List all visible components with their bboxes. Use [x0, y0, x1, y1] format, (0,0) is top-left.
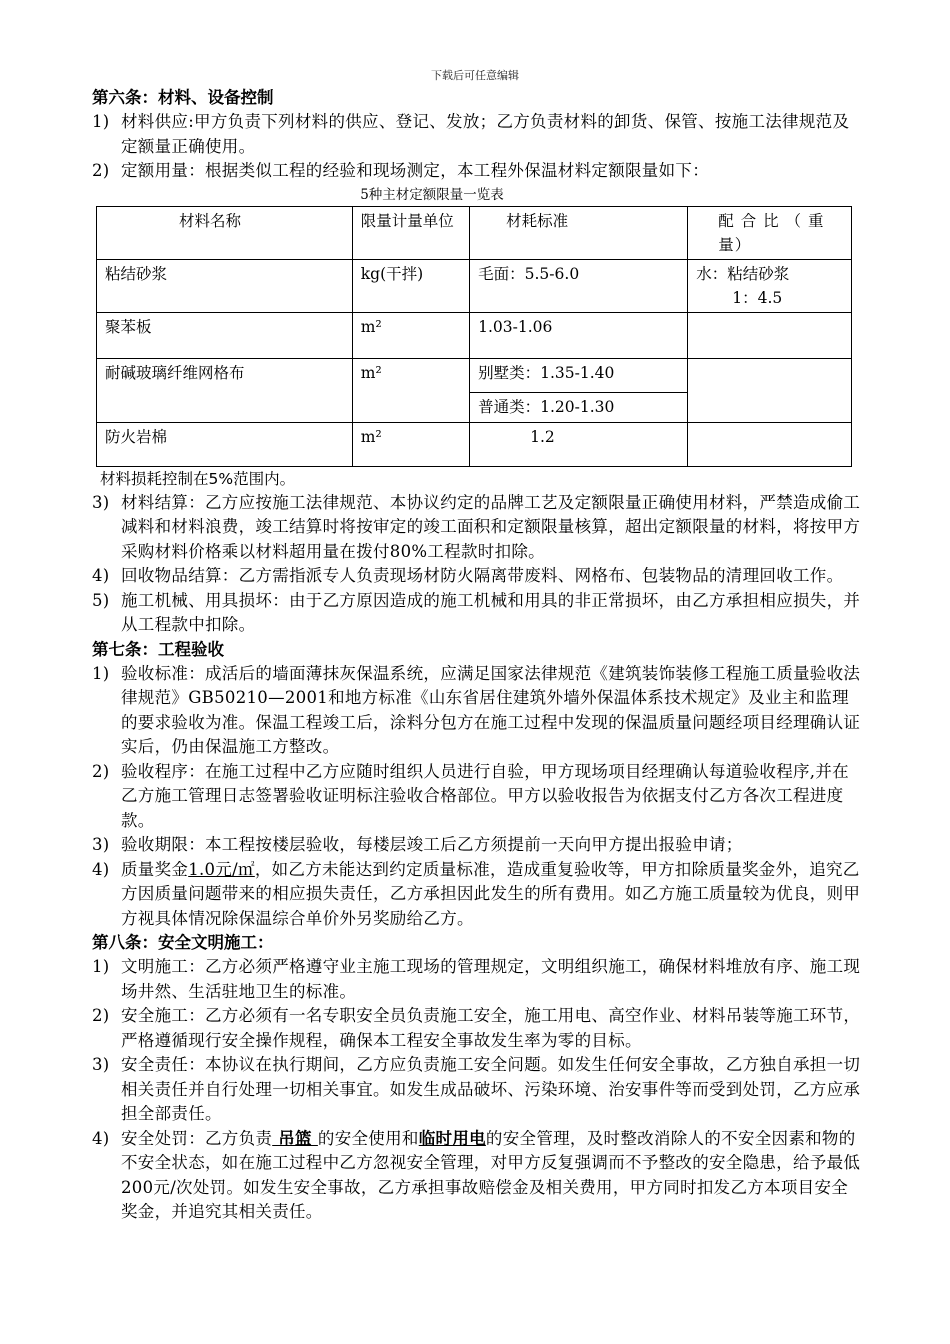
- s8-item-4: [92, 1127, 862, 1225]
- table-row: [97, 259, 852, 312]
- section-6-title: 第六条：材料、设备控制: [92, 88, 274, 107]
- item-text: 验收期限：本工程按楼层验收，每楼层竣工后乙方须提前一天向甲方提出报验申请；: [121, 835, 743, 854]
- item-text-pre: 质量奖金: [121, 859, 189, 879]
- s7-item-2: [92, 760, 862, 834]
- item-number: 3): [92, 835, 110, 854]
- col-header-standard: 材耗标准: [470, 206, 688, 259]
- item-text: 回收物品结算：乙方需指派专人负责现场材防火隔离带废料、网格布、包装物品的清理回收工作。: [121, 566, 844, 585]
- cell-standard: 1.2: [470, 422, 688, 466]
- cell-material: 粘结砂浆: [97, 259, 353, 312]
- item-text-post: 的安全管理，及时整改消除人的不安全因素和物的不安全状态，如在施工过程中乙方忽视安全管理，对甲方反复强调而不予整改的安全隐患，给予最低200元/次处罚。如发生安全事故，乙方承担事故赔偿金及相关费用，甲方同时扣发乙方本项目安全奖金，并追究其相关责任。: [121, 1128, 861, 1221]
- section-8-title: 第八条：安全文明施工：: [92, 933, 274, 952]
- item-text-mid: 的安全使用和: [317, 1128, 419, 1148]
- ratio-line-1: 水：粘结砂浆: [696, 264, 790, 283]
- item-number: 3): [92, 492, 110, 512]
- s7-item-1: [92, 662, 862, 760]
- cell-ratio: [688, 358, 852, 422]
- cell-standard: 毛面：5.5-6.0: [470, 259, 688, 312]
- s6-item-4: [92, 564, 862, 589]
- item-text-pre: 安全处罚：乙方负责: [121, 1128, 273, 1148]
- cell-ratio: [688, 422, 852, 466]
- s8-item-3: [92, 1053, 862, 1127]
- item-text-post: ，如乙方未能达到约定质量标准，造成重复验收等，甲方扣除质量奖金外，追究乙方因质量问题带来的相应损失责任，乙方承担因此发生的所有费用。如乙方施工质量较为优良，则甲方视具体情况除保温综合单价外另奖励给乙方。: [121, 859, 861, 928]
- emphasis-gondola: 吊篮: [272, 1128, 318, 1148]
- item-text: 验收程序：在施工过程中乙方应随时组织人员进行自验，甲方现场项目经理确认每道验收程序,并在乙方施工管理日志签署验收证明标注验收合格部位。甲方以验收报告为依据支付乙方各次工程进度款。: [121, 761, 849, 830]
- item-number: 1): [92, 112, 110, 131]
- item-number: 2): [92, 761, 110, 781]
- s6-item-1: [92, 110, 862, 159]
- item-number: 4): [92, 859, 110, 879]
- item-text: 安全施工：乙方必须有一名专职安全员负责施工安全，施工用电、高空作业、材料吊装等施工环节，严格遵循现行安全操作规程，确保本工程安全事故发生率为零的目标。: [121, 1006, 861, 1050]
- item-text: 材料供应:甲方负责下列材料的供应、登记、发放；乙方负责材料的卸货、保管、按施工法律规范及定额量正确使用。: [121, 112, 850, 156]
- cell-unit: m²: [352, 312, 469, 358]
- col-header-material: 材料名称: [97, 206, 353, 259]
- s8-item-1: [92, 955, 862, 1004]
- ratio-line-2: 1：4.5: [732, 288, 783, 307]
- item-text: 定额用量：根据类似工程的经验和现场测定，本工程外保温材料定额限量如下：: [121, 161, 709, 180]
- cell-material: 聚苯板: [97, 312, 353, 358]
- s7-item-4: [92, 858, 862, 932]
- item-number: 2): [92, 1006, 110, 1025]
- item-text: 验收标准：成活后的墙面薄抹灰保温系统，应满足国家法律规范《建筑装饰装修工程施工质量验收法律规范》GB50210—2001和地方标准《山东省居住建筑外墙外保温体系技术规定》及业主和监理的要求验收为准。保温工程竣工后，涂料分包方在施工过程中发现的保温质量问题经项目经理确认证实后，仍由保温施工方整改。: [121, 663, 861, 756]
- table-header-row: [97, 206, 852, 259]
- cell-material: 防火岩棉: [97, 422, 353, 466]
- cell-ratio: [688, 259, 852, 312]
- document-body: [92, 86, 862, 1225]
- material-quota-table: [96, 206, 852, 467]
- item-number: 5): [92, 590, 110, 610]
- item-text: 安全责任：本协议在执行期间，乙方应负责施工安全问题。如发生任何安全事故，乙方独自承担一切相关责任并自行处理一切相关事宜。如发生成品破坏、污染环境、治安事件等而受到处罚，乙方应承担全部责任。: [121, 1055, 861, 1123]
- table-caption: 5种主材定额限量一览表: [360, 186, 504, 203]
- table-row: [97, 422, 852, 466]
- item-number: 4): [92, 566, 110, 585]
- section-7-title: 第七条：工程验收: [92, 639, 224, 659]
- bonus-amount: 1.0元/㎡: [188, 859, 255, 879]
- s6-item-3: [92, 491, 862, 565]
- item-text: 施工机械、用具损坏：由于乙方原因造成的施工机械和用具的非正常损坏，由乙方承担相应损失，并从工程款中扣除。: [121, 590, 861, 634]
- item-number: 1): [92, 957, 110, 976]
- cell-unit: m²: [352, 422, 469, 466]
- cell-material: 耐碱玻璃纤维网格布: [97, 358, 353, 422]
- item-number: 1): [92, 663, 110, 683]
- cell-ratio: [688, 312, 852, 358]
- loss-note: 材料损耗控制在5%范围内。: [100, 469, 296, 488]
- cell-unit: kg(干拌): [352, 259, 469, 312]
- s6-item-2: [92, 159, 862, 184]
- cell-standard: 别墅类：1.35-1.40: [470, 358, 688, 392]
- item-number: 4): [92, 1128, 110, 1148]
- item-text: 材料结算：乙方应按施工法律规范、本协议约定的品牌工艺及定额限量正确使用材料，严禁造成偷工减料和材料浪费，竣工结算时将按审定的竣工面积和定额限量核算，超出定额限量的材料，将按甲方采购材料价格乘以材料超用量在拨付80%工程款时扣除。: [121, 492, 861, 561]
- col-header-unit: 限量计量单位: [352, 206, 469, 259]
- table-row: [97, 312, 852, 358]
- item-text: 文明施工：乙方必须严格遵守业主施工现场的管理规定，文明组织施工，确保材料堆放有序、施工现场井然、生活驻地卫生的标准。: [121, 957, 861, 1001]
- cell-standard: 普通类：1.20-1.30: [470, 392, 688, 422]
- item-number: 3): [92, 1055, 110, 1074]
- table-row: [97, 358, 852, 392]
- cell-unit: m²: [352, 358, 469, 422]
- s8-item-2: [92, 1004, 862, 1053]
- item-number: 2): [92, 161, 110, 180]
- col-header-ratio: 配 合 比 （ 重量）: [688, 206, 852, 259]
- s7-item-3: [92, 833, 862, 858]
- emphasis-temp-power: 临时用电: [418, 1128, 486, 1148]
- page-header: 下载后可任意编辑: [431, 69, 519, 82]
- s6-item-5: [92, 589, 862, 638]
- cell-standard: 1.03-1.06: [470, 312, 688, 358]
